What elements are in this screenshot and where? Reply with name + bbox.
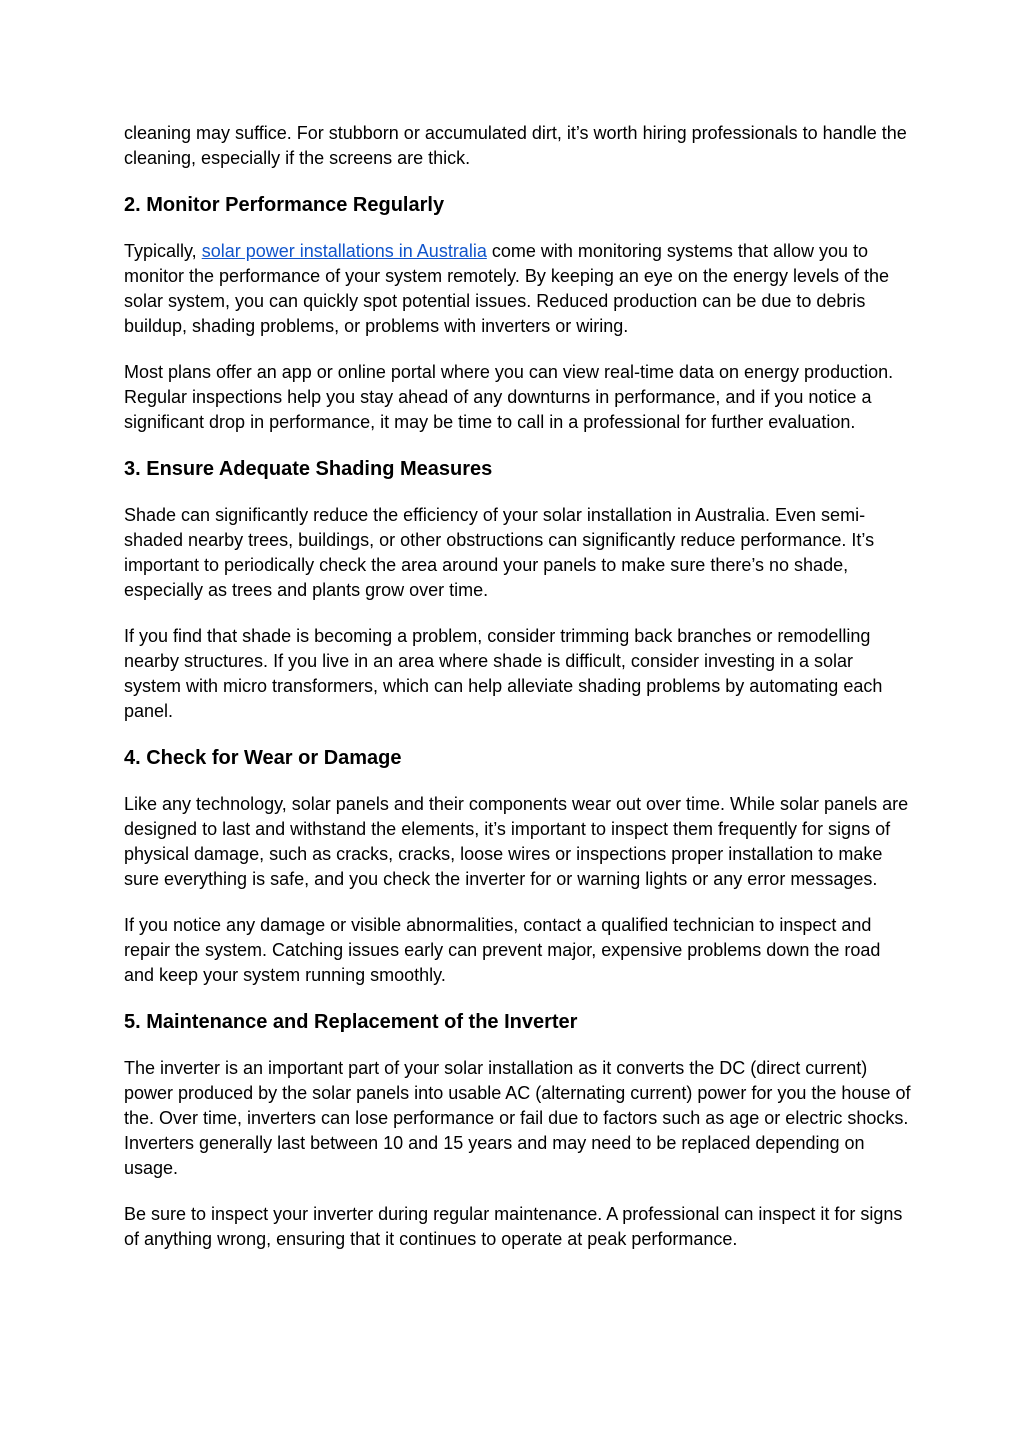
document-page: [124, 121, 914, 1273]
section-5-paragraph-2: Be sure to inspect your inverter during regular maintenance. A professional can inspect it for signs of anything wrong, ensuring that it continues to operate at peak performance.: [124, 1204, 903, 1249]
section-3-heading: 3. Ensure Adequate Shading Measures: [124, 458, 493, 480]
section-5-heading: 5. Maintenance and Replacement of the Inverter: [124, 1011, 578, 1033]
section-2-heading: 2. Monitor Performance Regularly: [124, 194, 445, 216]
section-4-paragraph-2: If you notice any damage or visible abnormalities, contact a qualified technician to inspect and repair the system. Catching issues early can prevent major, expensive problems down the road and keep your system running smoothly.: [124, 915, 881, 985]
section-4-paragraph-1: Like any technology, solar panels and their components wear out over time. While solar panels are designed to last and withstand the elements, it’s important to inspect them frequently for signs of physical damage, such as cracks, cracks, loose wires or inspections proper installation to make sure everything is safe, and you check the inverter for or warning lights or any error messages.: [124, 794, 909, 889]
section-2-paragraph-1: [124, 239, 914, 339]
section-4-heading: 4. Check for Wear or Damage: [124, 747, 402, 769]
intro-paragraph: cleaning may suffice. For stubborn or accumulated dirt, it’s worth hiring professionals to handle the cleaning, especially if the screens are thick.: [124, 123, 907, 168]
section-2-text-prefix: Typically,: [124, 241, 202, 261]
section-5-paragraph-1: The inverter is an important part of your solar installation as it converts the DC (direct current) power produced by the solar panels into usable AC (alternating current) power for you the house of the. Over time, inverters can lose performance or fail due to factors such as age or electric shocks. Inverters generally last between 10 and 15 years and may need to be replaced depending on usage.: [124, 1058, 911, 1178]
solar-installations-link[interactable]: solar power installations in Australia: [201, 241, 487, 261]
section-3-paragraph-1: Shade can significantly reduce the efficiency of your solar installation in Australia. Even semi-shaded nearby trees, buildings, or other obstructions can significantly reduce performance. It’s important to periodically check the area around your panels to make sure there’s no shade, especially as trees and plants grow over time.: [124, 505, 875, 600]
section-2-paragraph-2: Most plans offer an app or online portal where you can view real-time data on energy production. Regular inspections help you stay ahead of any downturns in performance, and if you notice a significant drop in performance, it may be time to call in a professional for further evaluation.: [124, 362, 894, 432]
section-3-paragraph-2: If you find that shade is becoming a problem, consider trimming back branches or remodelling nearby structures. If you live in an area where shade is difficult, consider investing in a solar system with micro transformers, which can help alleviate shading problems by automating each panel.: [124, 626, 883, 721]
section-2-text-suffix: come with monitoring systems that allow you to monitor the performance of your system remotely. By keeping an eye on the energy levels of the solar system, you can quickly spot potential issues. Reduced production can be due to debris buildup, shading problems, or problems with inverters or wiring.: [124, 241, 890, 336]
